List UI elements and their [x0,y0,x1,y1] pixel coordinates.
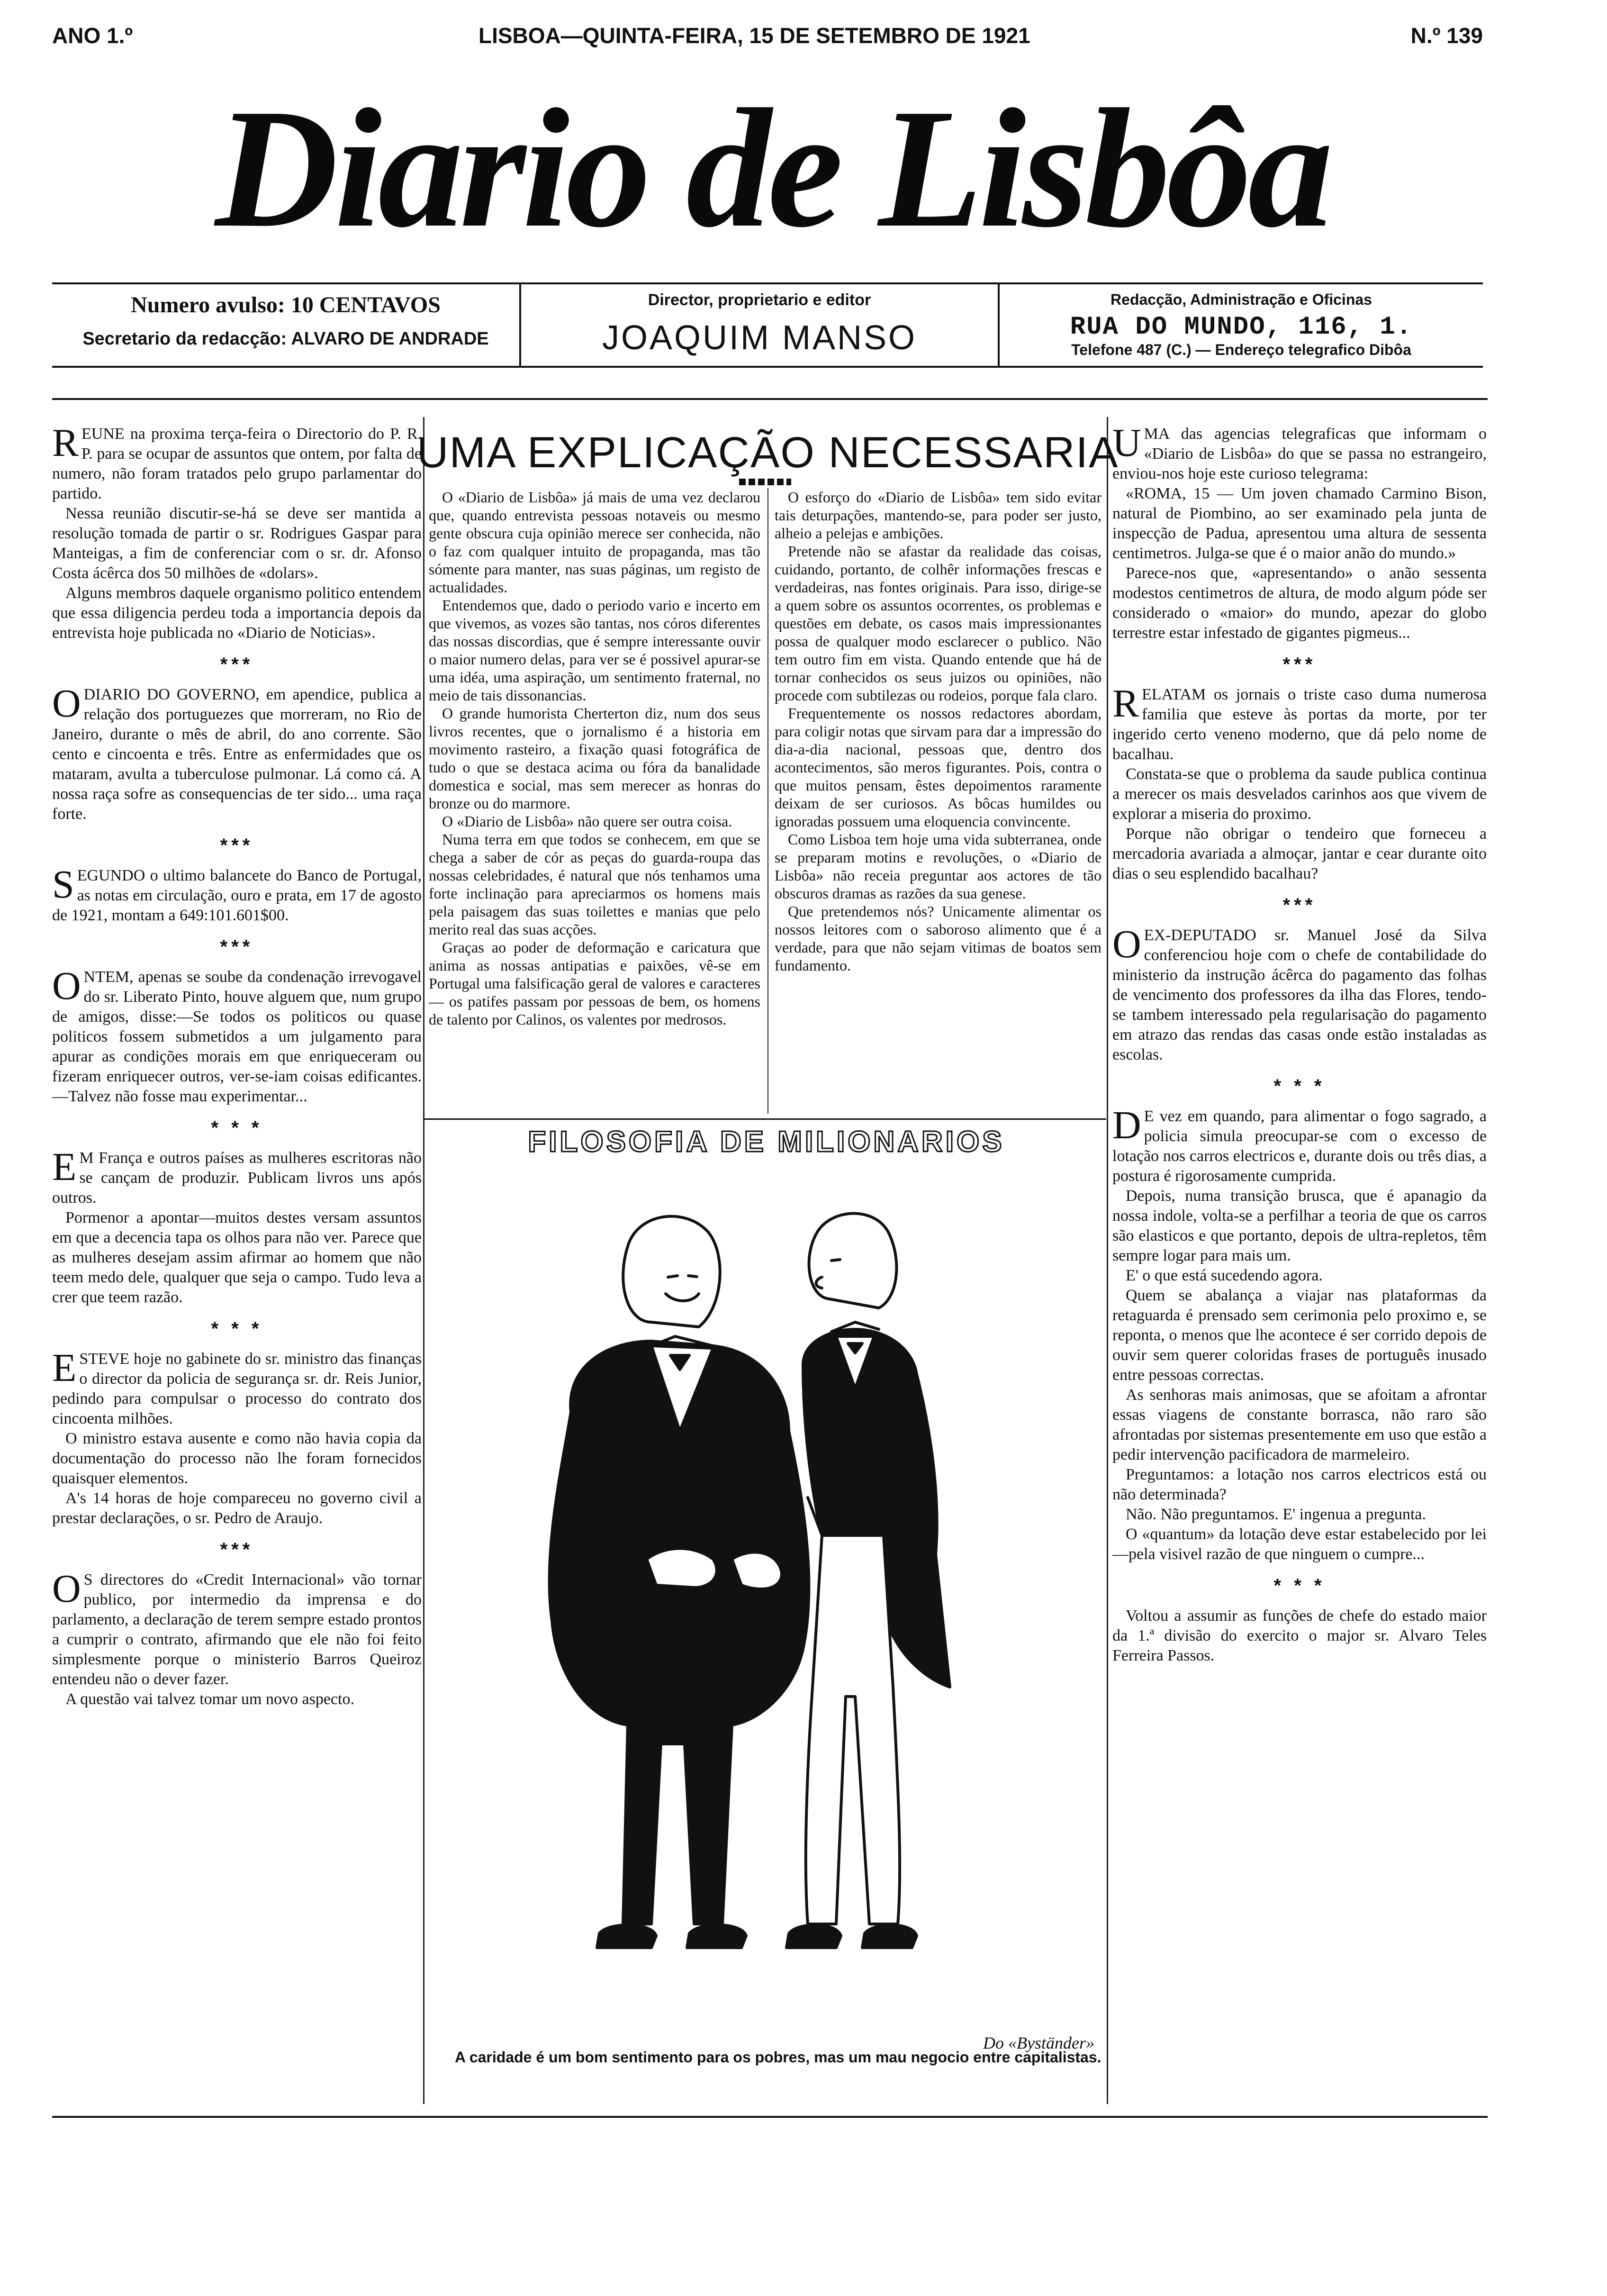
news-text: EGUNDO o ultimo balancete do Banco de Portugal, as notas em circulação, ouro e prata, em 17 de agosto de 1921, montam a 649:101.601$00. [52,867,422,924]
news-text: MA das agencias telegraficas que informam o «Diario de Lisbôa» do que se passa no estrangeiro, enviou-nos hoje este curioso telegrama: [1112,425,1487,482]
secretary-text: Secretario da redacção: ALVARO DE ANDRADE [82,329,489,349]
column-divider-left [423,417,424,2104]
news-text: M França e outros países as mulheres escritoras não se cançam de produzir. Publicam livros uns após outros. [52,1149,422,1207]
news-text: Não. Não preguntamos. E' ingenua a pregunta. [1126,1506,1426,1523]
article-text: Numa terra em que todos se conhecem, em que se chega a saber de cór as peças do guarda-roupa das nossas celebridades, é natural que nós tenhamos uma forte inclinação para apreciarmos os homens mais pela paisagem das suas toilettes e manias que pelo merito real das suas acções. [429,831,760,938]
drop-cap: R [52,421,79,465]
news-item [1112,922,1487,1065]
article-text: Como Lisboa tem hoje uma vida subterranea, onde se preparam motins e revoluções, o «Diario de Lisbôa» não receia preguntar aos actores de tão obscuros dramas as razões da sua genese. [775,831,1101,902]
section-separator: * * * [1273,1076,1326,1097]
cartoon [429,1123,1104,2076]
main-article-column-2 [775,488,1101,1118]
news-text: Porque não obrigar o tendeiro que forneceu a mercadoria avariada a almoçar, jantar e cear durante oito dias o seu esplendido bacalhau? [1112,825,1487,882]
news-item [52,1567,422,1689]
news-text: A's 14 horas de hoje compareceu no governo civil a prestar declarações, o sr. Pedro de Araujo. [52,1489,422,1527]
price-box [52,284,521,366]
news-item [1112,1103,1487,1186]
headline-ornament [739,479,791,485]
main-headline: UMA EXPLICAÇÃO NECESSARIA [417,428,1119,477]
news-text: Alguns membros daquele organismo politico entendem que essa diligencia perdeu toda a importancia depois da entrevista hoje publicada no «Diario de Noticias». [52,584,422,642]
news-text: As senhoras mais animosas, que se afoitam a afrontar essas viagens de constante borrasca, não raro são afrontadas por sistemas presentemente em uso que estão a pedir intervenção pacificadora de marmeleiro. [1112,1386,1487,1463]
section-separator: *** [220,835,254,856]
news-text: E' o que está sucedendo agora. [1126,1267,1323,1284]
drop-cap: R [1112,681,1139,726]
news-text: Preguntamos: a lotação nos carros electricos está ou não determinada? [1112,1466,1487,1503]
section-separator: * * * [211,1117,263,1138]
news-text: S directores do «Credit Internacional» vão tornar publico, por intermedio da imprensa e do parlamento, a declaração de terem sempre estado prontos a cumprir o contrato, afirmando que ele não foi feito simplesmente porque o ministerio Barros Queiroz entendeu não o dever fazer. [52,1571,422,1688]
newspaper-title: Diario de Lisbôa [215,73,1329,263]
issue-date: LISBOA—QUINTA-FEIRA, 15 DE SETEMBRO DE 1921 [478,23,1030,48]
news-text: STEVE hoje no gabinete do sr. ministro das finanças o director da policia de segurança sr. dr. Reis Junior, pedindo para compulsar o processo do contrato dos cincoenta milhões. [52,1350,422,1427]
news-item [52,421,422,504]
section-separator: *** [220,654,254,675]
news-item [52,681,422,824]
news-item [52,862,422,926]
section-separator: * * * [211,1318,263,1339]
section-separator: *** [1282,654,1317,675]
drop-cap: O [52,681,81,726]
article-text: Que pretendemos nós? Unicamente alimentar os nossos leitores com o saboroso alimento que é a verdade, para que não sejam vitimas de boatos sem fundamento. [775,903,1101,974]
drop-cap: O [52,964,81,1008]
article-text: Graças ao poder de deformação e caricatura que anima as nossas antipatias e paixões, vê-se em Portugal uma falsificação geral de valores e caracteres — os patifes passam por pessoas de bem, os homens de talento por Calinos, os valentes por medrosos. [429,939,760,1028]
article-text: Frequentemente os nossos redactores abordam, para coligir notas que sirvam para dar a impressão do dia-a-dia nacional, pessoas que, dentro dos acontecimentos, são meros figurantes. Pois, contra o que muitos pensam, êstes depoimentos raramente deixam de ser curiosos. As bôcas humildes ou ignoradas possuem uma eloquencia convincente. [775,705,1101,830]
news-item [52,1145,422,1208]
article-text: O «Diario de Lisbôa» já mais de uma vez declarou que, quando entrevista pessoas notaveis ou mesmo gente obscura cuja opinião merece ser conhecida, não o faz com qualquer intuito de propaganda, mas tão sómente para manter, nas suas páginas, um registo de actualidades. [429,489,760,596]
news-text: Depois, numa transição brusca, que é apanagio da nossa indole, volta-se a perfilhar a teoria de que os carros são elasticos e que portanto, depois de ultra-repletos, têm sempre logar para mais um. [1112,1187,1487,1264]
drop-cap: S [52,862,74,907]
bottom-rule [52,2116,1488,2118]
cartoon-title: FILOSOFIA DE MILIONARIOS [528,1125,1005,1158]
tall-man-figure [786,1214,950,1948]
issue-year: ANO 1.º [52,23,133,48]
news-text: ELATAM os jornais o triste caso duma numerosa familia que esteve às portas da morte, por ter ingerido certo veneno moderno, que dá pelo nome de bacalhau. [1112,686,1487,763]
cartoon-caption: A caridade é um bom sentimento para os pobres, mas um mau negocio entre capitalistas. [455,2049,1101,2066]
address-label: Redacção, Administração e Oficinas [1110,291,1372,308]
masthead-info-bar [52,282,1483,368]
issue-number: N.º 139 [1410,23,1483,48]
cartoon-illustration [429,1166,1104,2028]
column-divider-middle [767,488,768,1114]
news-item [52,1346,422,1429]
article-text: O esforço do «Diario de Lisbôa» tem sido evitar tais deturpações, mantendo-se, para poder ser justo, alheio a pelejas e ambições. [775,489,1101,542]
article-text: Entendemos que, dado o periodo vario e incerto em que vivemos, as vozes são tantas, nos córos diferentes das nossas discordias, que é sempre interessante ouvir o maior numero delas, para ver se é possivel apurar-se uma idéa, uma aspiração, um sentimento fraternal, no meio de tais dissonancias. [429,597,760,704]
section-separator: *** [220,1539,254,1560]
telephone-text: Telefone 487 (C.) — Endereço telegrafico Dibôa [1071,341,1411,358]
director-label: Director, proprietario e editor [648,291,871,309]
cartoon-credit: Do «Byständer» [983,2033,1094,2052]
left-column [52,421,422,2095]
section-separator: * * * [1273,1575,1326,1596]
price-text: Numero avulso: 10 CENTAVOS [131,292,441,318]
news-text: O ministro estava ausente e como não havia copia da documentação do processo não lhe foram fornecidos quaisquer elementos. [52,1430,422,1487]
drop-cap: D [1112,1103,1141,1147]
director-box [521,284,1000,366]
drop-cap: E [52,1145,77,1189]
top-rule [52,398,1488,400]
right-column [1112,421,1487,2083]
news-item [52,964,422,1107]
news-text: EX-DEPUTADO sr. Manuel José da Silva conferenciou hoje com o chefe de contabilidade do ministerio da instrução ácêrca do pagamento das folhas de vencimento dos professores da ilha das Flores, tendo-se tambem interessado pela regularisação do pagamento em atrazo das rendas das casas onde estão instaladas as escolas. [1112,926,1487,1063]
drop-cap: O [52,1567,81,1611]
news-text: EUNE na proxima terça-feira o Directorio do P. R. P. para se ocupar de assuntos que ontem, por falta de numero, não foram tratados pelo grupo parlamentar do partido. [52,425,422,502]
cartoon-top-rule [424,1118,1106,1120]
section-separator: *** [1282,895,1317,916]
column-divider-right [1107,417,1108,2104]
stout-man-figure [550,1216,809,1948]
news-text: O «quantum» da lotação deve estar estabelecido por lei—pela visivel razão de que ninguem o cumpre... [1112,1525,1487,1563]
drop-cap: E [52,1346,77,1390]
top-line [52,18,1483,56]
news-text: A questão vai talvez tomar um novo aspecto. [65,1690,354,1708]
news-text: «ROMA, 15 — Um joven chamado Carmino Bison, natural de Piombino, ao ser examinado pela junta de inspecção de Padua, apresentou uma altura de sessenta centimetros. Julga-se que é o maior anão do mundo.» [1112,485,1487,562]
news-text: DIARIO DO GOVERNO, em apendice, publica a relação dos portuguezes que morreram, no Rio de Janeiro, durante o mês de abril, do ano corrente. São cento e cincoenta e três. Entre as enfermidades que os mataram, avulta a tuberculose pulmonar. Lá como cá. A nossa raça sofre as consequencias de ter sido... uma raça forte. [52,686,422,823]
news-text: NTEM, apenas se soube da condenação irrevogavel do sr. Liberato Pinto, houve alguem que, num grupo de amigos, disse:—Se todos os politicos ou quase politicos fossem submetidos a um julgamento para apurar as condições morais em que enriqueceram ou fizeram enriquecer outros, ver-se-iam coisas edificantes.—Talvez não fosse mau experimentar... [52,968,422,1105]
news-text: Nessa reunião discutir-se-há se deve ser mantida a resolução tomada de partir o sr. Rodrigues Gaspar para Manteigas, a fim de conferenciar com o sr. dr. Afonso Costa ácêrca dos 50 milhões de «dolars». [52,505,422,582]
drop-cap: O [1112,922,1141,966]
news-text: Pormenor a apontar—muitos destes versam assuntos em que a decencia tapa os olhos para não ver. Parece que as mulheres desejam assim afirmar ao homem que não teem medo dele, qualquer que seja o campo. Tudo leva a crer que teem razão. [52,1209,422,1306]
news-item [1112,421,1487,484]
address-street: RUA DO MUNDO, 116, 1. [1070,313,1413,342]
news-text: E vez em quando, para alimentar o fogo sagrado, a policia simula preocupar-se com o excesso de lotação nos carros electricos e, durante dois ou três dias, a postura é rigorosamente cumprida. [1112,1107,1487,1185]
news-text: Parece-nos que, «apresentando» o anão sessenta modestos centimetros de altura, de modo algum póde ser considerado o «maior» do mundo, apezar do globo terrestre estar infestado de gigantes pigmeus... [1112,564,1487,642]
news-text: Voltou a assumir as funções de chefe do estado maior da 1.ª divisão do exercito o major sr. Alvaro Teles Ferreira Passos. [1112,1607,1487,1664]
news-item [1112,681,1487,764]
article-text: O grande humorista Cherterton diz, num dos seus livros recentes, que o jornalismo é a historia em movimento rasteiro, a fixação quasi fotográfica de tudo o que se destaca acima ou fóra da banalidade domestica e social, mas sem merecer as honras do bronze ou do marmore. [429,705,760,812]
main-article-column-1 [429,488,760,1118]
article-text: Pretende não se afastar da realidade das coisas, cuidando, portanto, de colhêr informações frescas e verdadeiras, nas fontes originais. Para isso, dirige-se a quem sobre os assuntos ocorrentes, os problemas e questões em debate, os casos mais impressionantes possa de qualquer modo esclarecer o publico. Não tem outro fim em vista. Quando entende que há de tornar conhecidos os seus juizos ou opiniões, não procede com subtilezas ou rodeios, porque fala claro. [775,543,1101,704]
article-text: O «Diario de Lisbôa» não quere ser outra coisa. [442,813,732,830]
section-separator: *** [220,936,254,957]
news-text: Quem se abalança a viajar nas plataformas da retaguarda é prensado sem cerimonia pelo proximo e, se reponta, o menos que lhe acontece é ser corrido depois de ouvir sem querer coloridas frases de português inusado entre pessoas correctas. [1112,1287,1487,1384]
drop-cap: U [1112,421,1141,465]
news-text: Constata-se que o problema da saude publica continua a merecer os mais desvelados carinhos aos que vivem de explorar a miseria do proximo. [1112,765,1487,823]
director-name: JOAQUIM MANSO [602,319,917,357]
address-box [1000,284,1483,366]
